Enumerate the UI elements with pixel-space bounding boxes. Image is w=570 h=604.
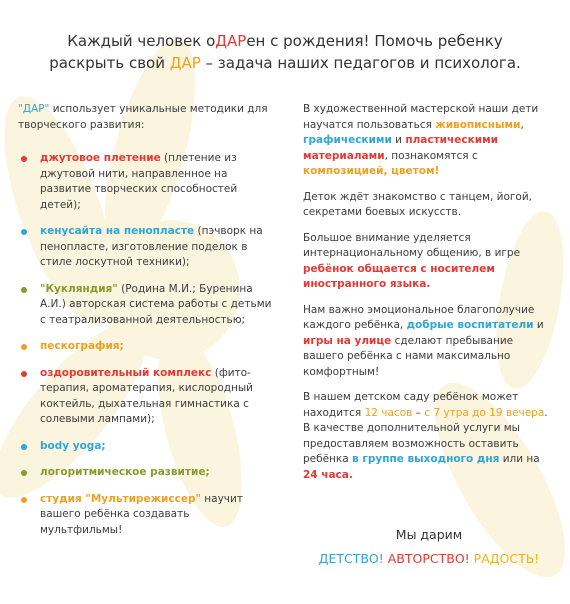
paragraph-text: Большое внимание уделяется интернациональному общению, в игре (303, 231, 521, 259)
header-text: раскрыть свой (49, 54, 170, 72)
paragraph-text: Нам важно эмоциональное благополучие каждого ребёнка, (303, 303, 535, 331)
bullet-dot (21, 156, 27, 162)
paragraph-text: , (520, 118, 524, 131)
header-text: – задача наших педагогов и психолога. (200, 54, 521, 72)
highlight-text: в группе выходного дня (352, 453, 500, 465)
page-header (20, 30, 550, 74)
method-description: (плетение из джутовой нити, направленное на развитие творческих способностей детей); (40, 152, 238, 211)
paragraph-text: В художественной мастерской наши дети научатся пользоваться (303, 103, 539, 131)
method-name: пескография; (40, 340, 124, 352)
gift-block (303, 526, 555, 570)
method-description: (пэчворк на пенопласте, изготовление поделок в стиле лоскутной техники); (40, 225, 263, 268)
method-description: научит вашего ребёнка создавать мультфильмы! (40, 492, 243, 536)
paragraph-text: и (391, 134, 406, 146)
highlight-text: 12 часов (364, 406, 413, 419)
highlight-text: игры на улице (303, 334, 392, 347)
paragraph-text: или на (499, 453, 540, 465)
paragraph-language (303, 231, 555, 293)
paragraph-text: – (412, 406, 425, 419)
list-item (18, 282, 273, 329)
gift-word-childhood: ДЕТСТВО! (318, 551, 384, 566)
gift-title: Мы дарим (395, 527, 463, 542)
list-item (18, 465, 273, 481)
bullet-dot (21, 444, 27, 450)
bullet-dot (21, 344, 27, 350)
method-name: логоритмическое развитие; (40, 466, 210, 478)
bullet-dot (21, 371, 27, 377)
bullet-dot (21, 229, 27, 235)
gift-word-joy: РАДОСТЬ! (473, 551, 540, 566)
highlight-text: графическими (303, 134, 392, 146)
bullet-dot (21, 497, 27, 503)
method-name: body yoga; (40, 439, 106, 452)
paragraph-art-studio (303, 102, 555, 180)
header-line-1 (20, 30, 550, 52)
dar-word: ДАР (169, 54, 201, 72)
bullet-dot (21, 287, 27, 293)
paragraph-text: и (533, 319, 544, 331)
header-text: Каждый человек о (67, 32, 216, 50)
paragraph-text: сделают пребывание вашего ребёнка с нами максимально комфортным! (303, 334, 514, 378)
paragraph-text: В нашем детском саду ребёнок может находится (303, 391, 519, 419)
highlight-text: добрые воспитатели (406, 319, 534, 331)
methods-list (18, 151, 273, 538)
method-description: (Родина М.И.; Буренина А.И.) авторская система работы с детьми с театрализованной деятельностью; (40, 282, 272, 326)
list-item (18, 339, 273, 355)
method-name: кенусайта на пенопласте (40, 225, 195, 237)
list-item (18, 492, 273, 539)
list-item (18, 439, 273, 455)
paragraph-text: . В качестве дополнительной услуги мы предоставляем возможность оставить ребёнка (303, 406, 548, 465)
list-item (18, 151, 273, 213)
highlight-text: композицией, цветом! (303, 165, 440, 177)
paragraph-wellbeing (303, 303, 555, 381)
method-description: (фито-терапия, ароматерапия, кислородный коктейль, дыхательная гимнастика с солевыми лампами); (40, 366, 253, 425)
list-item (18, 366, 273, 428)
highlight-text: с 7 утра до 19 вечера (424, 406, 545, 419)
methods-intro (18, 102, 273, 133)
header-text: ен с рождения! Помочь ребенку (246, 32, 503, 50)
highlight-text: пластическими материалами (303, 134, 499, 162)
method-name: "Кукляндия" (40, 282, 118, 295)
methods-column (18, 102, 273, 549)
info-column (303, 102, 555, 493)
gift-word-authorship: АВТОРСТВО! (387, 551, 470, 566)
bullet-dot (21, 470, 27, 476)
gift-words (303, 548, 555, 570)
highlight-text: живописными (435, 118, 521, 131)
method-name: оздоровительный комплекс (40, 366, 212, 379)
list-item (18, 224, 273, 271)
intro-text: использует уникальные методики для творческого развития: (18, 103, 268, 131)
highlight-text: 24 часа. (303, 468, 353, 481)
method-name: джутовое плетение (40, 152, 161, 164)
highlight-text: ребёнок общается с носителем иностранного языка. (303, 262, 495, 290)
header-line-2 (20, 52, 550, 74)
paragraph-hours (303, 390, 555, 483)
dar-word: ДАР (215, 32, 247, 50)
method-name: студия "Мультирежиссер" (40, 492, 201, 505)
paragraph-text: , познакомятся с (384, 149, 478, 162)
paragraph-dance: Деток ждёт знакомство с танцем, йогой, секретами боевых искусств. (303, 190, 533, 218)
brand-name: "ДАР" (18, 103, 50, 115)
